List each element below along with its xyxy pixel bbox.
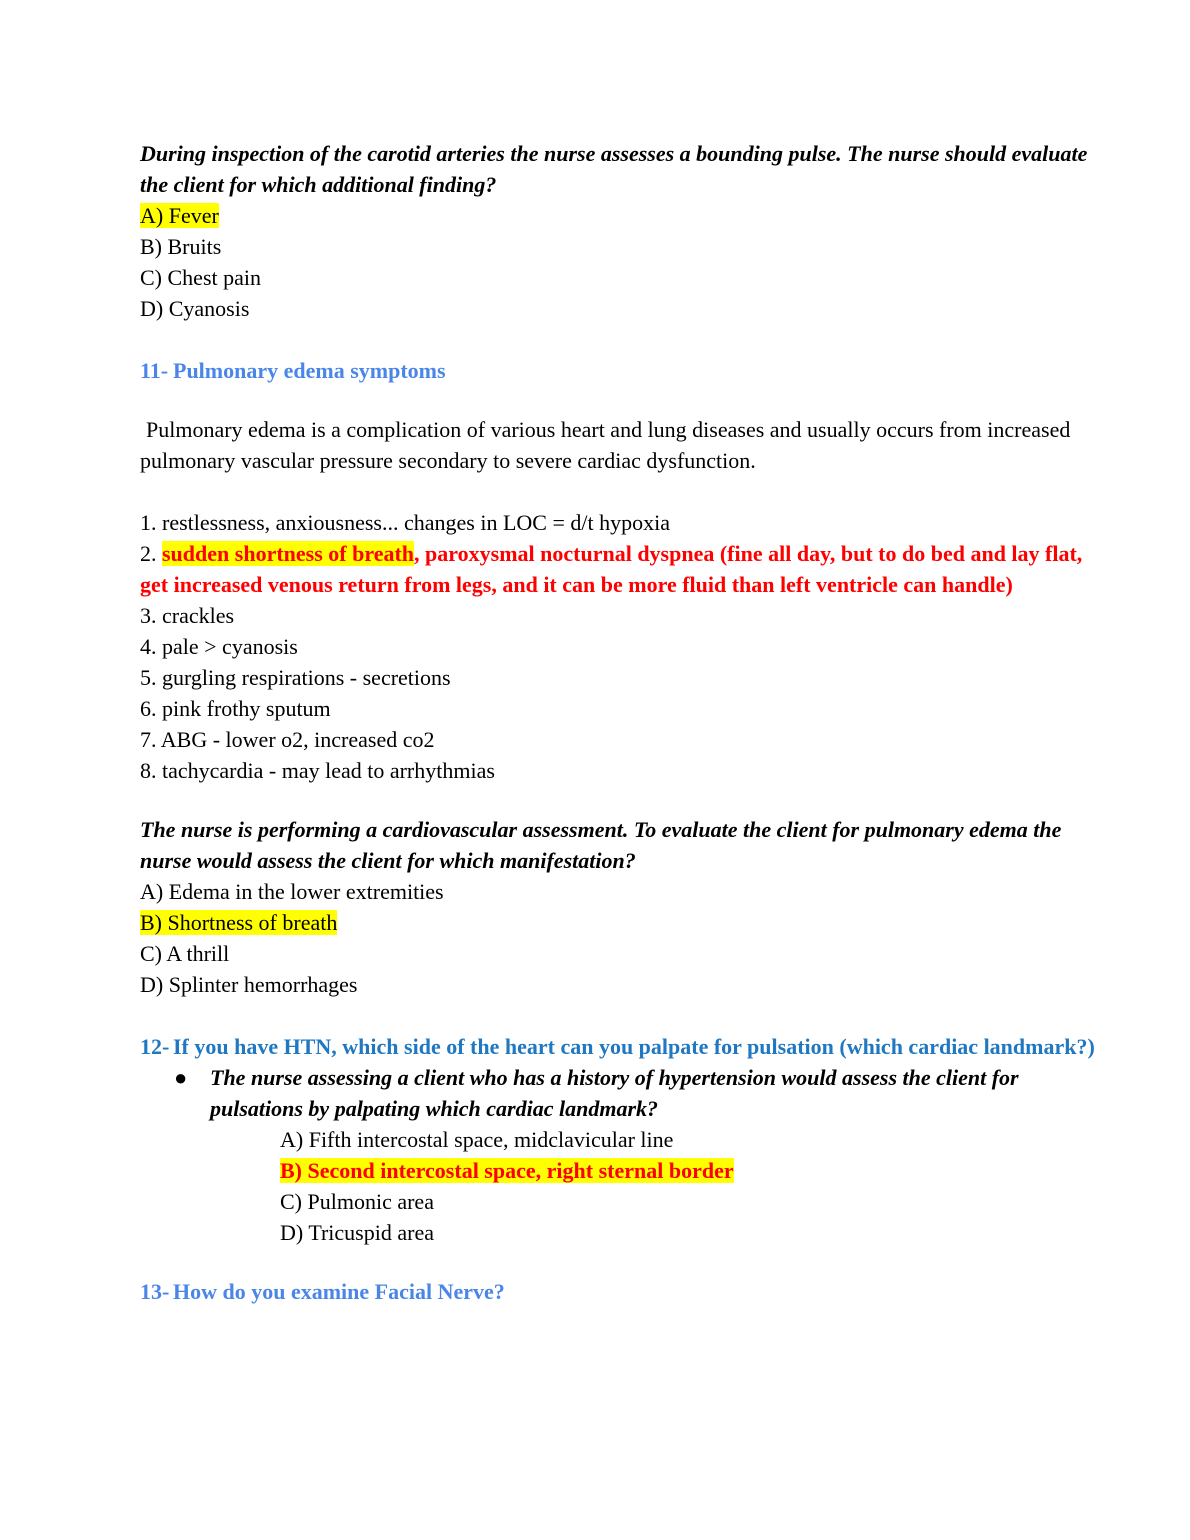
section-heading-11 <box>140 355 1100 386</box>
red-emphasis-text: , paroxysmal nocturnal dyspnea (fine all day, but to do bed and lay flat, get increased venous return from legs, and it can be more fluid than left ventricle can handle) <box>140 541 1083 597</box>
symptom-item: 3. crackles <box>140 603 235 628</box>
answer-option-a <box>140 200 1100 231</box>
section-title: Pulmonary edema symptoms <box>173 358 446 383</box>
document-page <box>140 138 1100 1307</box>
answer-option-b <box>140 1155 1100 1186</box>
correct-answer-highlight: A) Fever <box>140 203 219 228</box>
section-number: 13- <box>140 1279 170 1304</box>
answer-option-c: C) A thrill <box>140 941 230 966</box>
symptom-item-highlighted: 2. sudden shortness of breath, paroxysmal nocturnal dyspnea (fine all day, but to do bed and lay flat, get increased venous return from legs, and it can be more fluid than left ventricle can handle) <box>140 541 1083 597</box>
section-title: If you have HTN, which side of the heart can you palpate for pulsation (which cardiac landmark?) <box>173 1034 1095 1059</box>
highlighted-text: sudden shortness of breath <box>162 541 415 566</box>
section-number: 11- <box>140 358 169 383</box>
section-title: How do you examine Facial Nerve? <box>173 1279 505 1304</box>
answer-option-a: A) Edema in the lower extremities <box>140 879 444 904</box>
answer-option-d: D) Splinter hemorrhages <box>140 972 358 997</box>
correct-answer-highlight: B) Second intercostal space, right sternal border <box>280 1158 734 1183</box>
answer-option-d: D) Tricuspid area <box>280 1220 434 1245</box>
symptom-item: 8. tachycardia - may lead to arrhythmias <box>140 758 495 783</box>
section-heading-12 <box>140 1031 1100 1062</box>
answer-option-b <box>140 907 1100 938</box>
question-pulmonary-edema: The nurse is performing a cardiovascular assessment. To evaluate the client for pulmonary edema the nurse would assess the client for which manifestation? <box>140 817 1062 873</box>
symptom-item: 6. pink frothy sputum <box>140 696 331 721</box>
answer-option-c: C) Pulmonic area <box>280 1189 434 1214</box>
symptom-item: 5. gurgling respirations - secretions <box>140 665 451 690</box>
pulmonary-edema-intro: Pulmonary edema is a complication of various heart and lung diseases and usually occurs from increased pulmonary vascular pressure secondary to severe cardiac dysfunction. <box>140 417 1071 473</box>
section-number: 12- <box>140 1034 170 1059</box>
answer-option-c: C) Chest pain <box>140 265 261 290</box>
bullet-icon: ● <box>174 1065 188 1090</box>
symptom-item: 7. ABG - lower o2, increased co2 <box>140 727 435 752</box>
bullet-question: ● The nurse assessing a client who has a history of hypertension would assess the client for pulsations by palpating which cardiac landmark? <box>140 1062 1100 1124</box>
correct-answer-highlight: B) Shortness of breath <box>140 910 338 935</box>
symptom-item: 1. restlessness, anxiousness... changes in LOC = d/t hypoxia <box>140 510 670 535</box>
symptom-item: 4. pale > cyanosis <box>140 634 298 659</box>
question-carotid: During inspection of the carotid arteries the nurse assesses a bounding pulse. The nurse should evaluate the client for which additional finding? <box>140 141 1088 197</box>
answer-option-d: D) Cyanosis <box>140 296 250 321</box>
answer-option-a: A) Fifth intercostal space, midclavicular line <box>280 1127 674 1152</box>
section-heading-13 <box>140 1276 1100 1307</box>
answer-option-b: B) Bruits <box>140 234 222 259</box>
